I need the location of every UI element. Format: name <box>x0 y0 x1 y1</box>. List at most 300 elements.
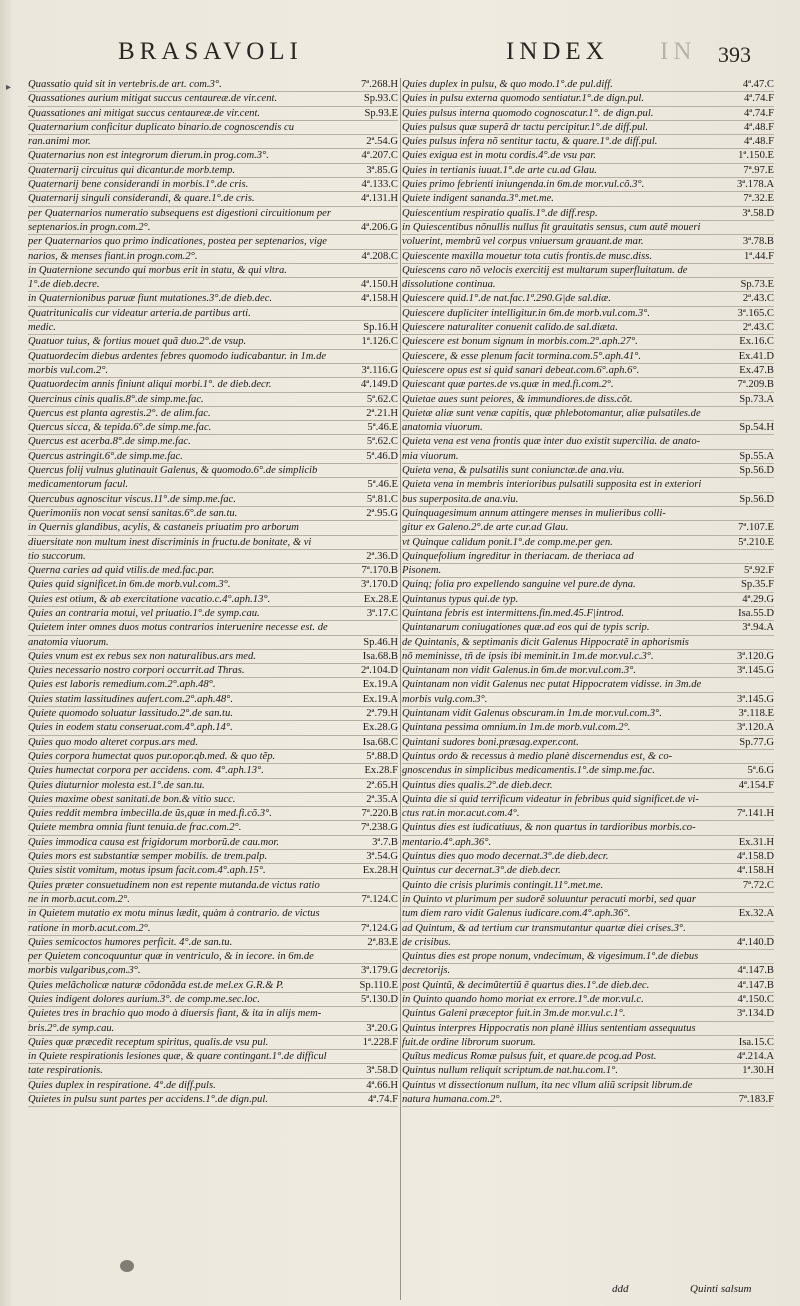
index-entry-reference: 5ª.130.D <box>360 994 398 1005</box>
index-entry <box>402 464 774 478</box>
index-entry-text: Quintus vt dissectionum nullum, ita nec vllum aliũ scripsit librum.de <box>402 1079 693 1091</box>
index-entry-text: ad Quintum, & ad tertium cur transmutantur quartæ diei crises.3°. <box>402 922 686 934</box>
index-entry-text: in Quernis glandibus, acylis, & castaneis priuatim pro arborum <box>28 522 299 534</box>
index-entry-reference: 4ª.214.A <box>736 1051 774 1063</box>
index-entry <box>28 893 398 907</box>
header-left-title: BRASAVOLI <box>118 38 303 65</box>
index-entry-text: dissolutione continua. <box>402 279 496 291</box>
index-entry <box>28 264 398 278</box>
index-entry <box>402 764 774 778</box>
index-entry-text: anatomia viuorum. <box>28 636 109 648</box>
index-entry-text: morbis vulg.com.3°. <box>402 693 488 705</box>
index-entry-text: gnoscendus in simplicibus medicamentis.1°.de simp.me.fac. <box>402 765 655 777</box>
index-entry-text: Quercus sicca, & tepida.6°.de simp.me.fac. <box>28 422 212 434</box>
index-entry <box>402 493 774 507</box>
index-entry-reference: Ex.19.A <box>362 693 398 705</box>
index-entry-text: Pisonem. <box>402 565 442 577</box>
index-entry-text: Quies statim lassitudines aufert.com.2°.aph.48°. <box>28 693 234 705</box>
index-entry-text: in Quiete respirationis lesiones quæ, & quare contingant.1°.de difficul <box>28 1051 327 1063</box>
index-entry <box>402 836 774 850</box>
index-entry-text: Quiescere naturaliter conuenit calido.de sal.diæta. <box>402 322 618 334</box>
index-entry-text: Quies in tertianis iuuat.1°.de arte cu.ad Glau. <box>402 164 597 176</box>
index-entry-reference: Ex.16.C <box>739 336 774 348</box>
index-entry-reference: 7ª.183.F <box>738 1094 774 1106</box>
index-entry <box>28 621 398 635</box>
index-entry <box>28 335 398 349</box>
index-entry <box>402 335 774 349</box>
index-entry-text: Quieta vena est vena frontis quæ inter duo existit supercilia. de anato- <box>402 436 701 448</box>
index-entry-reference: Sp.77.G <box>739 736 774 748</box>
index-entry-reference: 5ª.88.D <box>366 750 398 762</box>
index-entry-text: Quiescere quid.1°.de nat.fac.1ª.290.G|de sal.diæ. <box>402 293 611 305</box>
index-entry-text: Quaternarij singuli considerandi, & quare.1°.de cris. <box>28 193 255 205</box>
index-entry <box>402 350 774 364</box>
index-entry-reference: 1ª.30.H <box>742 1065 774 1077</box>
index-entry-reference: 4ª.149.D <box>360 379 398 391</box>
index-entry-text: in Quaternionibus paruæ fiunt mutationes.3°.de dieb.dec. <box>28 293 273 305</box>
index-entry <box>402 993 774 1007</box>
index-entry <box>402 478 774 492</box>
index-entry-reference: Ex.28.E <box>363 593 398 605</box>
index-entry <box>402 149 774 163</box>
index-entry <box>28 307 398 321</box>
index-entry-text: Quintanam vidit Galenus obscuram.in 1m.de mor.vul.com.3°. <box>402 708 662 720</box>
index-entry <box>28 393 398 407</box>
index-entry-reference: 2ª.79.H <box>366 708 398 720</box>
index-entry-text: in Quinto quando homo moriat ex errore.1°.de mor.vul.c. <box>402 994 644 1005</box>
index-entry-text: Quies indigent dolores aurium.3°. de comp.me.sec.loc. <box>28 994 260 1005</box>
index-entry <box>402 278 774 292</box>
index-entry <box>402 564 774 578</box>
index-entry <box>402 864 774 878</box>
index-entry <box>402 121 774 135</box>
index-entry <box>28 907 398 921</box>
index-entry-reference: 7ª.209.B <box>737 379 774 391</box>
index-entry-text: Quies primo febrienti iniungenda.in 6m.de mor.vul.cõ.3°. <box>402 179 645 191</box>
index-entry-reference: Isa.15.C <box>738 1036 774 1048</box>
index-entry <box>402 421 774 435</box>
index-entry-reference: 5ª.46.E <box>367 479 398 491</box>
index-entry <box>28 650 398 664</box>
index-entry-reference: 2ª.54.G <box>366 136 398 148</box>
index-entry-text: morbis vulgaribus,com.3°. <box>28 965 141 977</box>
index-entry-text: in Quinto vt plurimum per sudorẽ soluuntur peracuti morbi, sed quar <box>402 893 696 905</box>
index-entry-reference: Ex.32.A <box>738 908 774 920</box>
index-entry-reference: 4ª.208.C <box>361 250 398 262</box>
index-entry-reference: 3ª.120.G <box>736 650 774 662</box>
index-entry-text: Quies duplex in pulsu, & quo modo.1°.de pul.diff. <box>402 79 613 90</box>
index-entry-reference: 4ª.154.F <box>738 779 774 791</box>
index-entry-text: Quercus astringit.6°.de simp.me.fac. <box>28 450 183 462</box>
index-entry-reference: 3ª.85.G <box>366 164 398 176</box>
index-entry-reference: Sp.93.E <box>364 107 398 119</box>
index-entry <box>402 593 774 607</box>
index-entry <box>402 207 774 221</box>
index-entry-reference: 2ª.35.A <box>366 793 398 805</box>
index-entry-text: Quĩtus medicus Romæ pulsus fuit, et quare.de pcog.ad Post. <box>402 1051 657 1063</box>
index-entry-reference: 7ª.107.E <box>738 522 774 534</box>
index-entry <box>28 378 398 392</box>
index-entry <box>28 879 398 893</box>
index-entry-text: Quinq; folia pro expellendo sanguine vel pure.de dyna. <box>402 579 636 591</box>
index-entry-reference: Sp.73.E <box>740 279 774 291</box>
index-entry-text: Quies quo modo alteret corpus.ars med. <box>28 736 198 748</box>
index-entry-text: Quietes in pulsu sunt partes per accidens.1°.de dign.pul. <box>28 1094 268 1106</box>
index-entry <box>28 936 398 950</box>
index-entry-reference: 4ª.74.F <box>743 107 774 119</box>
index-entry-text: Quercus est acerba.8°.de simp.me.fac. <box>28 436 191 448</box>
index-entry <box>28 836 398 850</box>
index-entry <box>402 435 774 449</box>
header-index-title: INDEX <box>506 38 609 65</box>
index-entry-text: Quies in pulsu externa quomodo sentiatur.1°.de dign.pul. <box>402 93 644 105</box>
index-entry <box>28 207 398 221</box>
index-entry-text: Quinquefolium ingreditur in theriacam. de theriaca ad <box>402 550 634 562</box>
index-entry-reference: 3ª.7.B <box>372 836 398 848</box>
index-entry-text: Quercus folij vulnus glutinauit Galenus, & quomodo.6°.de simplicib <box>28 465 318 477</box>
index-entry-text: Quassatio quid sit in vertebris.de art. com.3°. <box>28 79 222 90</box>
index-entry-text: Quiete membra omnia fiunt tenuia.de frac.com.2°. <box>28 822 242 834</box>
index-entry <box>28 135 398 149</box>
index-entry <box>28 664 398 678</box>
header-show-through: IN <box>660 38 697 65</box>
index-entry-text: tate respirationis. <box>28 1065 103 1077</box>
index-entry <box>28 636 398 650</box>
index-entry-reference: 3ª.118.E <box>738 708 774 720</box>
index-entry <box>28 807 398 821</box>
index-entry-text: morbis vul.com.2°. <box>28 364 109 376</box>
index-entry <box>402 364 774 378</box>
index-entry <box>28 507 398 521</box>
index-entry <box>402 135 774 149</box>
index-entry-reference: 4ª.74.F <box>743 93 774 105</box>
index-entry-text: Quassationes aurium mitigat succus centaureæ.de vir.cent. <box>28 93 278 105</box>
index-entry-reference: 4ª.48.F <box>743 121 774 133</box>
index-entry <box>402 936 774 950</box>
index-entry-text: Quies præter consuetudinem non est repente mutanda.de victus ratio <box>28 879 320 891</box>
index-entry <box>28 850 398 864</box>
index-entry <box>402 893 774 907</box>
index-entry <box>28 821 398 835</box>
index-entry <box>402 979 774 993</box>
index-entry-reference: 4ª.150.H <box>360 279 398 291</box>
index-entry-text: Quies melãcholicæ naturæ cõdonãda est.de mel.ex G.R.& P. <box>28 979 284 991</box>
index-entry <box>402 250 774 264</box>
index-entry <box>402 636 774 650</box>
index-entry-text: Quiescere est bonum signum in morbis.com.2°.aph.27°. <box>402 336 638 348</box>
index-entry <box>402 107 774 121</box>
index-entry-reference: Isa.68.B <box>362 650 398 662</box>
catchword: Quinti salsum <box>690 1283 752 1295</box>
index-entry-text: Quies mors est substantiæ semper mobilis. de trem.palp. <box>28 851 268 863</box>
index-entry <box>402 964 774 978</box>
index-entry <box>28 364 398 378</box>
margin-arrow-icon: ▸ <box>6 82 12 93</box>
index-entry <box>28 922 398 936</box>
index-entry-reference: 1ª.228.F <box>362 1036 398 1048</box>
index-entry <box>402 321 774 335</box>
index-entry <box>402 793 774 807</box>
index-entry <box>402 393 774 407</box>
index-entry-text: Quintus dies quo modo decernat.3°.de dieb.decr. <box>402 851 609 863</box>
index-entry-reference: Ex.19.A <box>362 679 398 691</box>
index-entry-text: Quies pulsus infera nõ sentitur tactu, & quare.1°.de diff.pul. <box>402 136 658 148</box>
index-entry <box>402 922 774 936</box>
index-entry <box>28 321 398 335</box>
index-entry <box>28 250 398 264</box>
index-entry-text: Quiescant quæ partes.de vs.quæ in med.fi.com.2°. <box>402 379 614 391</box>
index-entry <box>402 879 774 893</box>
index-entry-reference: 7ª.268.H <box>360 79 398 90</box>
index-entry-text: Quassationes ani mitigat succus centaureæ.de vir.cent. <box>28 107 261 119</box>
index-entry-reference: 5ª.6.G <box>747 765 774 777</box>
index-entry <box>28 1064 398 1078</box>
index-entry-reference: 4ª.206.G <box>360 221 398 233</box>
index-entry-reference: 3ª.179.G <box>360 965 398 977</box>
index-entry <box>28 450 398 464</box>
running-header <box>0 34 800 74</box>
index-entry-reference: 4ª.158.H <box>736 865 774 877</box>
index-entry-reference: 4ª.140.D <box>736 936 774 948</box>
index-entry-text: Quinquagesimum annum attingere menses in mulieribus colli- <box>402 507 666 519</box>
index-entry-text: anatomia viuorum. <box>402 422 483 434</box>
index-entry-text: Quiete indigent sananda.3°.met.me. <box>402 193 554 205</box>
index-entry-reference: 2ª.43.C <box>742 322 774 334</box>
index-entry-reference: 3ª.178.A <box>736 179 774 191</box>
index-entry <box>402 807 774 821</box>
index-entry-text: Quies corpora humectat quos pur.opor.qb.med. & quo tẽp. <box>28 750 276 762</box>
index-entry-reference: 3ª.20.G <box>366 1022 398 1034</box>
index-entry <box>402 521 774 535</box>
index-entry-text: fuit.de ordine librorum suorum. <box>402 1036 536 1048</box>
index-entry-reference: 3ª.78.B <box>742 236 774 248</box>
index-entry-text: Quiescere opus est si quid sanari debeat.com.6°.aph.6°. <box>402 364 640 376</box>
index-entry-text: gitur ex Galeno.2°.de arte cur.ad Glau. <box>402 522 569 534</box>
index-entry-reference: 4ª.66.H <box>366 1079 398 1091</box>
index-entry <box>28 435 398 449</box>
index-entry-text: Quietes tres in brachio quo modo à diuersis fiant, & ita in alijs mem- <box>28 1008 322 1020</box>
index-entry-reference: Sp.110.E <box>359 979 398 991</box>
index-entry <box>28 678 398 692</box>
index-entry <box>28 121 398 135</box>
index-entry <box>402 178 774 192</box>
index-entry-reference: 2ª.95.G <box>366 507 398 519</box>
index-entry-text: 1°.de dieb.decre. <box>28 279 100 291</box>
index-entry-text: Quintus dies est prope nonum, vndecimum, & vigesimum.1°.de diebus <box>402 951 699 963</box>
index-entry-reference: Ex.41.D <box>738 350 774 362</box>
index-entry <box>28 793 398 807</box>
index-entry <box>402 92 774 106</box>
index-entry <box>28 92 398 106</box>
index-entry-reference: 4ª.147.B <box>737 979 774 991</box>
index-entry <box>28 1007 398 1021</box>
index-entry <box>28 721 398 735</box>
page-number: 393 <box>718 42 751 67</box>
index-entry-text: Quintus interpres Hippocratis non planè illius sententiam assequutus <box>402 1022 696 1034</box>
index-entry <box>28 78 398 92</box>
index-entry <box>28 1079 398 1093</box>
index-entry <box>28 550 398 564</box>
index-entry <box>402 707 774 721</box>
index-entry <box>402 192 774 206</box>
index-entry-reference: Sp.73.A <box>739 393 774 405</box>
index-entry-reference: 7ª.170.B <box>361 565 398 577</box>
index-entry-text: ctus rat.in mor.acut.com.4°. <box>402 808 520 820</box>
index-entry-text: Quies diuturnior molesta est.1°.de san.tu. <box>28 779 205 791</box>
index-entry-text: Quies sistit vomitum, motus ipsum facit.com.4°.aph.15°. <box>28 865 266 877</box>
index-entry-text: Quintanam non vidit Galenus nec putat Hippocratem vidisse. in 3m.de <box>402 679 702 691</box>
index-entry-reference: 7ª.238.G <box>360 822 398 834</box>
index-entry <box>28 1022 398 1036</box>
index-entry-reference: 7ª.124.G <box>360 922 398 934</box>
index-entry-reference: 3ª.134.D <box>736 1008 774 1020</box>
index-entry-text: Quietae aues sunt peiores, & immundiores.de diss.cõt. <box>402 393 633 405</box>
index-entry-reference: 3ª.165.C <box>737 307 774 319</box>
index-entry-text: per Quaternarios quo primo indicationes, postea per septenarios, vige <box>28 236 327 248</box>
index-entry-text: Quintus dies qualis.2°.de dieb.decr. <box>402 779 553 791</box>
index-entry <box>402 721 774 735</box>
index-entry <box>28 536 398 550</box>
index-entry <box>28 164 398 178</box>
index-entry <box>402 1007 774 1021</box>
index-entry-reference: 3ª.94.A <box>742 622 774 634</box>
index-entry-reference: 1ª.126.C <box>361 336 398 348</box>
index-entry-text: Quintus Galeni præceptor fuit.in 3m.de mor.vul.c.1°. <box>402 1008 626 1020</box>
index-entry-text: in Quietem mutatio ex motu minus lædit, quàm à contrario. de victus <box>28 908 320 920</box>
index-entry-text: Quatuordecim diebus ardentes febres quomodo iudicabantur. in 1m.de <box>28 350 327 362</box>
index-entry <box>402 664 774 678</box>
index-entry-text: Quies pulsus quæ superã dr tactu percipitur.1°.de diff.pul. <box>402 121 649 133</box>
index-entry <box>28 736 398 750</box>
index-entry <box>402 1050 774 1064</box>
index-entry-reference: 3ª.58.D <box>742 207 774 219</box>
index-entry-text: Quies pulsus interna quomodo cognoscatur.1°. de dign.pul. <box>402 107 654 119</box>
index-entry <box>402 164 774 178</box>
index-entry-reference: 3ª.145.G <box>736 665 774 677</box>
index-entry-reference: 4ª.147.B <box>737 965 774 977</box>
index-entry-reference: 1ª.44.F <box>743 250 774 262</box>
index-entry-reference: Sp.46.H <box>363 636 398 648</box>
index-entry-reference: 4ª.131.H <box>360 193 398 205</box>
index-entry-reference: Ex.31.H <box>738 836 774 848</box>
index-entry-text: de crisibus. <box>402 936 451 948</box>
index-entry-reference: 3ª.120.A <box>736 722 774 734</box>
index-entry-reference: 4ª.207.C <box>361 150 398 162</box>
index-entry-text: mentario.4°.aph.36°. <box>402 836 492 848</box>
index-entry <box>402 850 774 864</box>
index-entry <box>402 221 774 235</box>
index-entry-reference: Sp.56.D <box>739 465 774 477</box>
index-entry <box>28 964 398 978</box>
index-entry-reference: 4ª.29.G <box>742 593 774 605</box>
index-entry <box>402 550 774 564</box>
index-entry-text: per Quietem concoquuntur quæ in ventriculo, & in iecore. in 6m.de <box>28 951 314 963</box>
index-entry-text: Quietem inter omnes duos motus contrarios interuenire necesse est. de <box>28 622 328 634</box>
index-entry-text: Quatuordecim annis finiunt aliqui morbi.1°. de dieb.decr. <box>28 379 272 391</box>
index-entry-text: Quintanarum coniugationes quæ.ad eos qui de typis scrip. <box>402 622 650 634</box>
index-entry <box>28 1093 398 1107</box>
index-entry-text: Quaternarium conficitur duplicato binario.de cognoscendis cu <box>28 121 294 133</box>
index-entry <box>28 564 398 578</box>
index-entry-reference: Sp.16.H <box>363 322 398 334</box>
index-entry <box>402 779 774 793</box>
index-entry-text: in Quaternione secundo qui morbus erit in statu, & qui vltra. <box>28 264 287 276</box>
index-entry-reference: 2ª.21.H <box>366 407 398 419</box>
index-entry-reference: 3ª.17.C <box>366 607 398 619</box>
index-entry-text: in Quiescentibus nõnullis nullus fit grauitatis sensus, cum autẽ moueri <box>402 221 701 233</box>
index-entry-reference: Ex.28.F <box>364 765 398 777</box>
index-entry-reference: 7ª.124.C <box>361 893 398 905</box>
index-entry-text: post Quintũ, & decimũtertiũ ẽ quartus dies.1°.de dieb.dec. <box>402 979 650 991</box>
index-entry-text: Quies necessario nostro corpori occurrit.ad Thras. <box>28 665 245 677</box>
index-entry <box>402 235 774 249</box>
index-entry <box>402 621 774 635</box>
index-entry-reference: 2ª.43.C <box>742 293 774 305</box>
index-entry-text: Quies reddit membra imbecilla.de ũs,quæ in med.fi.cõ.3°. <box>28 808 272 820</box>
index-entry-text: Quiescentium respiratio qualis.1°.de diff.resp. <box>402 207 598 219</box>
index-entry <box>402 950 774 964</box>
ink-blot <box>120 1260 134 1272</box>
index-entry <box>28 1050 398 1064</box>
index-entry <box>28 278 398 292</box>
index-entry-reference: Ex.28.G <box>362 722 398 734</box>
index-entry <box>28 149 398 163</box>
index-entry <box>402 678 774 692</box>
index-entry <box>402 907 774 921</box>
index-entry-reference: 5ª.46.D <box>366 450 398 462</box>
index-entry-reference: Isa.55.D <box>738 607 774 619</box>
index-entry-text: decretorijs. <box>402 965 451 977</box>
index-entry <box>28 607 398 621</box>
index-entry <box>28 464 398 478</box>
index-entry-reference: Sp.35.F <box>741 579 774 591</box>
index-entry <box>28 235 398 249</box>
index-entry-text: Quintanam non vidit Galenus.in 6m.de mor.vul.com.3°. <box>402 665 637 677</box>
index-entry <box>28 578 398 592</box>
index-entry-text: Quercubus agnoscitur viscus.11°.de simp.me.fac. <box>28 493 236 505</box>
index-entry-text: Quintanus typus qui.de typ. <box>402 593 519 605</box>
index-entry <box>402 736 774 750</box>
index-entry-text: Quaternarius non est integrorum dierum.in prog.com.3°. <box>28 150 269 162</box>
index-entry-reference: 1ª.150.E <box>738 150 774 162</box>
index-entry-reference: Isa.68.C <box>362 736 398 748</box>
index-entry-reference: 7ª.141.H <box>736 808 774 820</box>
index-entry-text: Quies in eodem statu conseruat.com.4°.aph.14°. <box>28 722 233 734</box>
index-entry <box>28 192 398 206</box>
index-entry-text: Quies quid significet.in 6m.de morb.vul.com.3°. <box>28 579 231 591</box>
index-entry-text: Quies exigua est in motu cordis.4°.de vsu par. <box>402 150 596 162</box>
index-entry <box>28 350 398 364</box>
index-entry-text: Quaternarij circuitus qui dicantur.de morb.temp. <box>28 164 236 176</box>
index-entry-text: diuersitate non multum inest discriminis in fructu.de bonitate, & vi <box>28 536 312 548</box>
index-entry-reference: 3ª.145.G <box>736 693 774 705</box>
index-entry-text: Quatritunicalis cur videatur arteria.de partibus arti. <box>28 307 251 319</box>
index-entry <box>28 493 398 507</box>
index-entry <box>28 107 398 121</box>
index-entry-text: Quiescere, & esse plenum facit tormina.com.5°.aph.41°. <box>402 350 642 362</box>
index-entry <box>28 478 398 492</box>
index-entry <box>28 521 398 535</box>
index-entry-text: Quietæ aliæ sunt venæ capitis, quæ phlebotomantur, aliæ pulsatiles.de <box>402 407 701 419</box>
index-entry-text: Querimoniis non vocat sensi sanitas.6°.de san.tu. <box>28 507 238 519</box>
index-column-right <box>402 78 774 1107</box>
index-entry <box>28 421 398 435</box>
index-entry <box>402 578 774 592</box>
index-entry-text: Quinta die si quid terrificum videatur in febribus quid significet.de vi- <box>402 793 699 805</box>
index-entry-reference: 5ª.46.E <box>367 422 398 434</box>
index-entry <box>402 1022 774 1036</box>
index-entry-reference: 2ª.104.D <box>360 665 398 677</box>
